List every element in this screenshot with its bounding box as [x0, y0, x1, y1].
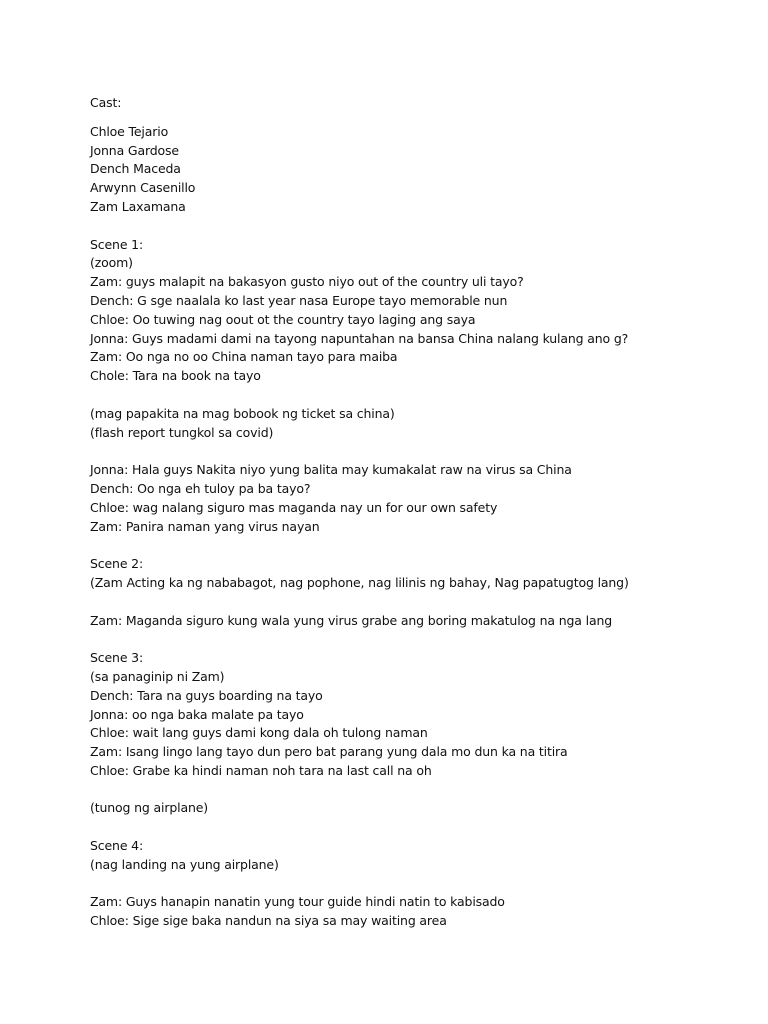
stage-direction: (nag landing na yung airplane) — [90, 856, 279, 872]
script-line: Dench: Oo nga eh tuloy pa ba tayo? — [90, 480, 311, 496]
stage-direction: (Zam Acting ka ng nababagot, nag pophone, nag lilinis ng bahay, Nag papatugtog lang) — [90, 574, 629, 590]
script-line: Zam: guys malapit na bakasyon gusto niyo out of the country uli tayo? — [90, 274, 524, 290]
cast-member: Arwynn Casenillo — [90, 180, 196, 196]
script-line: Chole: Tara na book na tayo — [90, 368, 261, 384]
script-line: Zam: Isang lingo lang tayo dun pero bat parang yung dala mo dun ka na titira — [90, 744, 568, 760]
stage-direction: (tunog ng airplane) — [90, 800, 208, 816]
script-line: Zam: Oo nga no oo China naman tayo para maiba — [90, 349, 398, 365]
cast-member: Jonna Gardose — [90, 142, 179, 158]
script-line: Zam: Panira naman yang virus nayan — [90, 518, 320, 534]
script-line: Chloe: wait lang guys dami kong dala oh tulong naman — [90, 725, 428, 741]
script-line: Dench: G sge naalala ko last year nasa Europe tayo memorable nun — [90, 292, 508, 308]
script-line: Chloe: Sige sige baka nandun na siya sa may waiting area — [90, 913, 447, 929]
script-line: Dench: Tara na guys boarding na tayo — [90, 687, 323, 703]
scene-4-heading: Scene 4: — [90, 838, 144, 854]
cast-member: Chloe Tejario — [90, 123, 169, 139]
script-line: Zam: Maganda siguro kung wala yung virus grabe ang boring makatulog na nga lang — [90, 612, 613, 628]
script-text — [90, 94, 730, 931]
cast-member: Zam Laxamana — [90, 198, 186, 214]
stage-direction: (flash report tungkol sa covid) — [90, 424, 274, 440]
scene-3-heading: Scene 3: — [90, 650, 144, 666]
script-line: (sa panaginip ni Zam) — [90, 668, 225, 684]
script-line: Zam: Guys hanapin nanatin yung tour guide hindi natin to kabisado — [90, 894, 505, 910]
script-line: Jonna: Hala guys Nakita niyo yung balita may kumakalat raw na virus sa China — [90, 462, 572, 478]
cast-heading: Cast: — [90, 95, 122, 110]
script-line: Jonna: oo nga baka malate pa tayo — [90, 706, 304, 722]
cast-member: Dench Maceda — [90, 161, 181, 177]
script-line: Chloe: wag nalang siguro mas maganda nay un for our own safety — [90, 499, 498, 515]
script-line: Chloe: Oo tuwing nag oout ot the country tayo laging ang saya — [90, 311, 476, 327]
script-line: Jonna: Guys madami dami na tayong napuntahan na bansa China nalang kulang ano g? — [90, 330, 629, 346]
stage-direction: (mag papakita na mag bobook ng ticket sa china) — [90, 405, 395, 421]
scene-1-heading: Scene 1: — [90, 236, 144, 252]
scene-2-heading: Scene 2: — [90, 556, 144, 572]
script-line: Chloe: Grabe ka hindi naman noh tara na last call na oh — [90, 762, 432, 778]
script-line: (zoom) — [90, 255, 133, 271]
